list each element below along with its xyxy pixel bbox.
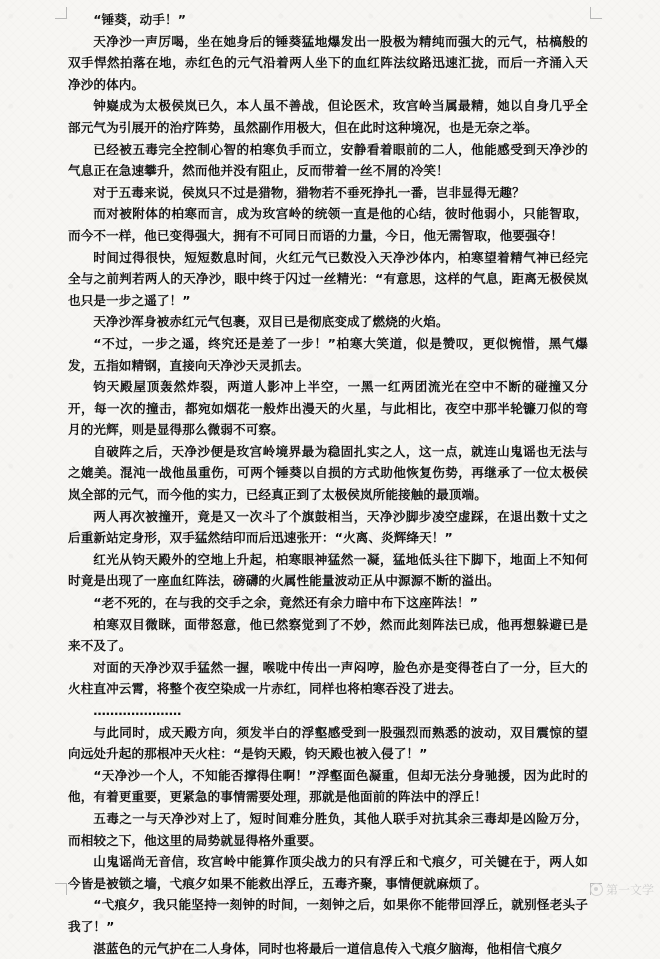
page-corner-mark-bottom-left (55, 883, 67, 895)
paragraph: 红光从钧天殿外的空地上升起，柏寒眼神猛然一凝，猛地低头往下脚下，地面上不知何时竟是出现了一座血红阵法，磅礴的火属性能量波动正从中源源不断的溢出。 (68, 551, 588, 589)
paragraph: 五毒之一与天净沙对上了，短时间难分胜负，其他人联手对抗其余三毒却是凶险万分，而相较之下，他这里的局势就显得格外重要。 (68, 810, 588, 848)
paragraph: 对于五毒来说，侯岚只不过是猎物，猎物若不垂死挣扎一番，岂非显得无趣？ (93, 184, 525, 200)
paragraph: 对面的天净沙双手猛然一握，喉咙中传出一声闷哼，脸色亦是变得苍白了一分，巨大的火柱直冲云霄，将整个夜空染成一片赤红，同样也将柏寒吞没了进去。 (68, 659, 588, 697)
paragraph: 钧天殿屋顶轰然炸裂，两道人影冲上半空，一黑一红两团流光在空中不断的碰撞又分开，每一次的撞击，都宛如烟花一般炸出漫天的火星，与此相比，夜空中那半轮镰刀似的弯月的光辉，则是显得那么微弱不可察。 (68, 379, 588, 438)
paragraph: 两人再次被撞开，竟是又一次斗了个旗鼓相当，天净沙脚步凌空虚踩，在退出数十丈之后重新站定身形，双手猛然结印而后迅速张开：“火离、炎辉绛天！” (68, 508, 588, 546)
paragraph: “不过，一步之遥，终究还是差了一步！”柏寒大笑道，似是赞叹，更似惋惜，黑气爆发，五指如精钢，直接向天净沙天灵抓去。 (68, 335, 588, 373)
paragraph: 时间过得很快，短短数息时间，火红元气已数没入天净沙体内，柏寒望着精气神已经完全与之前判若两人的天净沙，眼中终于闪过一丝精光：“有意思，这样的气息，距离无极侯岚也只是一步之遥了！” (68, 249, 588, 308)
paragraph: 山鬼谣尚无音信，玫宫岭中能算作顶尖战力的只有浮丘和弋痕夕，可关键在于，两人如今皆是被锁之墙，弋痕夕如果不能救出浮丘，五毒齐聚，事情便就麻烦了。 (68, 854, 588, 891)
paragraph: 柏寒双目微眯，面带怒意，他已然察觉到了不妙，然而此刻阵法已成，他再想躲避已是来不及了。 (68, 616, 588, 654)
paragraph: 自破阵之后，天净沙便是玫宫岭境界最为稳固扎实之人，这一点，就连山鬼谣也无法与之媲美。混沌一战他虽重伤，可两个锤葵以自损的方式助他恢复伤势，再继承了一位太极侯岚全部的元气，而今他的实力，已经真正到了太极侯岚所能接触的最顶端。 (68, 443, 588, 503)
paragraph: “锤葵，动手！” (93, 12, 187, 27)
paragraph: “老不死的，在与我的交手之余，竟然还有余力暗中布下这座阵法！” (93, 595, 479, 611)
paragraph: 与此同时，成天殿方向，须发半白的浮壑感受到一股强烈而熟悉的波动，双目震惊的望向远处升起的那根冲天火柱：“是钧天殿，钧天殿也被入侵了！” (68, 724, 588, 762)
paragraph: 而对被附体的柏寒而言，成为玫宫岭的统领一直是他的心结，彼时他弱小，只能智取，而今不一样，他已变得强大，拥有不可同日而语的力量，今日，他无需智取，他要强夺！ (68, 206, 588, 243)
document-page (68, 9, 588, 959)
paragraph: “弋痕夕，我只能坚持一刻钟的时间，一刻钟之后，如果你不能带回浮丘，就别怪老头子我了！” (68, 897, 588, 934)
site-watermark (590, 881, 654, 898)
paragraph: 钟嶷成为太极侯岚已久，本人虽不善战，但论医术，玫宫岭当属最精，她以自身几乎全部元气为引展开的治疗阵势，虽然副作用极大，但在此时这种境况，也是无奈之举。 (68, 98, 588, 135)
paragraph: 天净沙浑身被赤红元气包裹，双目已是彻底变成了燃烧的火焰。 (93, 314, 449, 330)
paragraph: 天净沙一声厉喝，坐在她身后的锤葵猛地爆发出一股极为精纯而强大的元气，枯槁般的双手悍然拍落在地，赤红色的元气沿着两人坐下的血红阵法纹路迅速汇拢，而后一齐涌入天净沙的体内。 (68, 33, 588, 92)
paragraph: 湛蓝色的元气护在二人身体，同时也将最后一道信息传入弋痕夕脑海，他相信弋痕夕 (93, 940, 563, 956)
page-corner-mark-top-left (55, 7, 67, 19)
paragraph: “天净沙一个人，不知能否撑得住啊！”浮壑面色凝重，但却无法分身驰援，因为此时的他，有着更重要，更紧急的事情需要处理，那就是他面前的阵法中的浮丘！ (68, 767, 588, 805)
paragraph: 已经被五毒完全控制心智的柏寒负手而立，安静看着眼前的二人，他能感受到天净沙的气息正在急速攀升，然而他并没有阻止，反而带着一丝不屑的冷笑！ (68, 141, 588, 179)
section-separator: ………………… (93, 703, 182, 718)
watermark-text: 第一文学 (605, 883, 654, 897)
watermark-logo-icon (590, 883, 603, 896)
page-corner-mark-top-right (590, 7, 602, 19)
